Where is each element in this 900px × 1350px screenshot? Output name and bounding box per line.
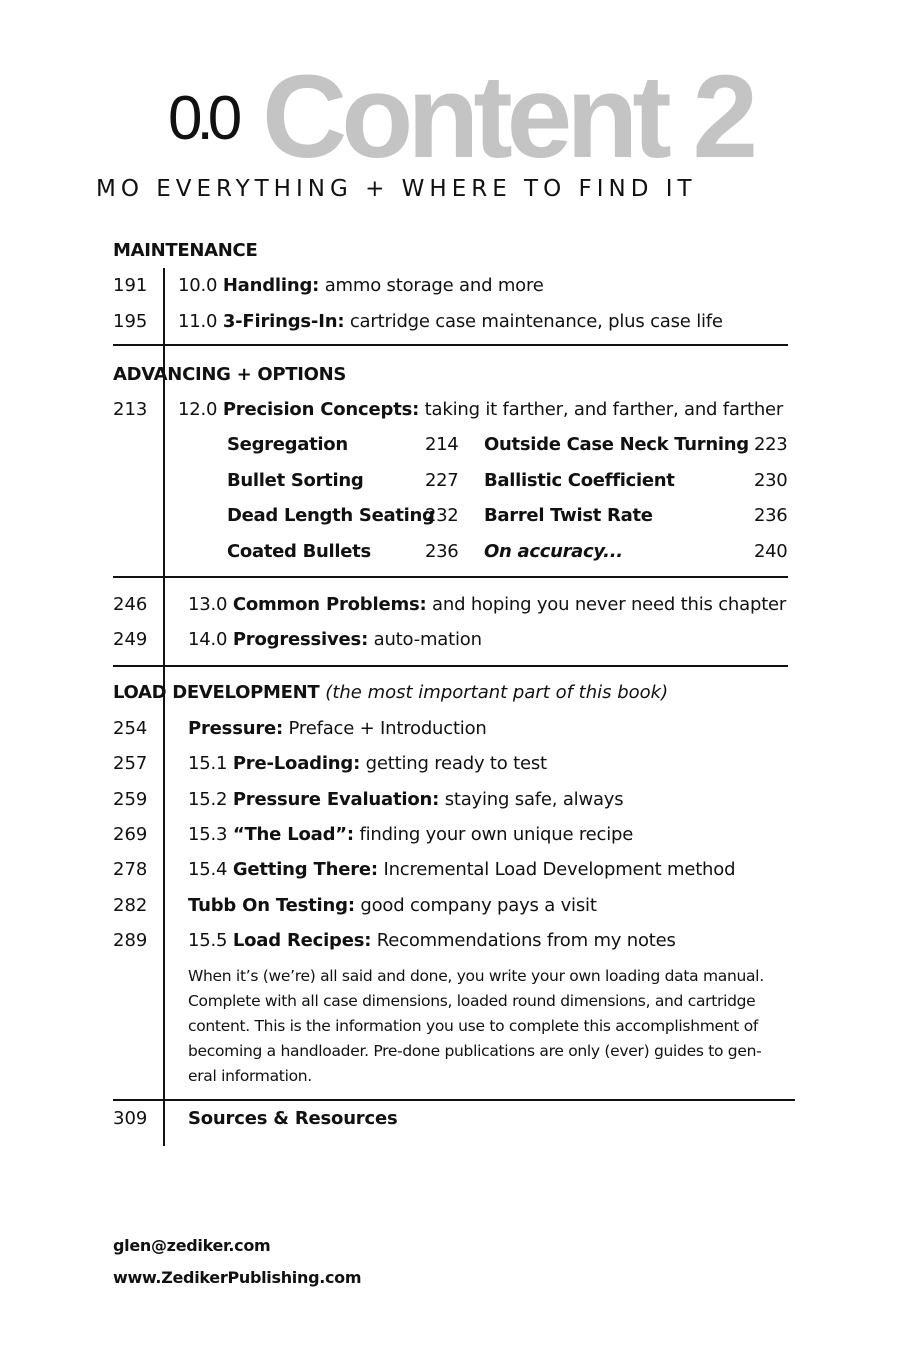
subtopic-page: 223 [754, 434, 788, 455]
toc-entry-title: Pressure: [188, 718, 284, 739]
toc-page-number: 289 [113, 930, 148, 951]
paragraph-line: Complete with all case dimensions, loaded round dimensions, and cartridge [188, 992, 756, 1010]
toc-entry-description: auto-mation [373, 629, 482, 650]
toc-entry-title: “The Load”: [232, 824, 354, 845]
toc-entry-description: taking it farther, and farther, and farther [424, 399, 784, 420]
toc-entry-description: Preface + Introduction [288, 718, 487, 739]
section-heading-maintenance: MAINTENANCE [113, 240, 258, 261]
toc-entry-description: good company pays a visit [360, 895, 597, 916]
toc-entry-sources [188, 1108, 397, 1130]
subtopic-label: Bullet Sorting [227, 470, 364, 491]
paragraph-line: When it’s (we’re) all said and done, you write your own loading data manual. [188, 967, 764, 985]
paragraph-line: becoming a handloader. Pre-done publications are only (ever) guides to gen- [188, 1042, 762, 1060]
toc-entry [188, 824, 633, 846]
toc-entry-number: 13.0 [188, 594, 228, 615]
toc-entry-number: 10.0 [178, 275, 218, 296]
toc-entry-number: 15.3 [188, 824, 228, 845]
toc-divider-vertical [163, 268, 165, 1146]
toc-entry-number: 15.4 [188, 859, 228, 880]
toc-entry-title: Getting There: [232, 859, 378, 880]
toc-entry [188, 718, 487, 740]
subtopic-page: 240 [754, 541, 788, 562]
subtopic-page: 227 [425, 470, 459, 491]
paragraph-line: content. This is the information you use to complete this accomplishment of [188, 1017, 759, 1035]
subtopic-page: 236 [425, 541, 459, 562]
subtopic-page: 230 [754, 470, 788, 491]
toc-entry [178, 311, 723, 333]
paragraph-line: eral information. [188, 1067, 312, 1085]
toc-entry-title: Pre-Loading: [232, 753, 361, 774]
toc-page-number: 191 [113, 275, 148, 296]
toc-entry-title: Progressives: [232, 629, 369, 650]
subtopic-page: 236 [754, 505, 788, 526]
toc-page-number: 195 [113, 311, 148, 332]
subtopic-label: On accuracy... [484, 541, 623, 562]
toc-entry-title: Tubb On Testing: [188, 895, 355, 916]
toc-entry-title: Pressure Evaluation: [232, 789, 440, 810]
section-rule [113, 576, 788, 578]
toc-entry [188, 629, 482, 651]
toc-entry-title: Load Recipes: [232, 930, 372, 951]
toc-entry-number: 11.0 [178, 311, 218, 332]
toc-entry-number: 15.2 [188, 789, 228, 810]
toc-entry [188, 859, 735, 881]
toc-entry [178, 399, 783, 421]
toc-entry [188, 594, 786, 616]
toc-entry-description: cartridge case maintenance, plus case life [349, 311, 723, 332]
toc-page-number: 249 [113, 629, 148, 650]
toc-entry-title: 3-Firings-In: [222, 311, 345, 332]
toc-entry-title: Sources & Resources [188, 1108, 398, 1129]
contact-email[interactable]: glen@zediker.com [113, 1236, 271, 1255]
subtopic-page: 232 [425, 505, 459, 526]
toc-entry-description: staying safe, always [444, 789, 624, 810]
toc-entry [188, 753, 547, 775]
subtopic-label: Ballistic Coefficient [484, 470, 675, 491]
subtopic-label: Dead Length Seating [227, 505, 435, 526]
toc-page-number: 259 [113, 789, 148, 810]
toc-entry-title: Common Problems: [232, 594, 427, 615]
toc-entry-description: finding your own unique recipe [359, 824, 634, 845]
subtopic-label: Barrel Twist Rate [484, 505, 653, 526]
subtopic-label: Outside Case Neck Turning [484, 434, 749, 455]
toc-page-number: 309 [113, 1108, 148, 1129]
toc-entry-title: Handling: [222, 275, 320, 296]
toc-page-number: 282 [113, 895, 148, 916]
toc-page-number: 254 [113, 718, 148, 739]
toc-page-number: 246 [113, 594, 148, 615]
toc-entry [188, 789, 623, 811]
toc-entry [178, 275, 544, 297]
toc-entry-description: getting ready to test [365, 753, 547, 774]
toc-page-number: 278 [113, 859, 148, 880]
section-heading-load-development [113, 682, 668, 704]
toc-page-number: 213 [113, 399, 148, 420]
subtopic-label: Coated Bullets [227, 541, 371, 562]
toc-entry-title: Precision Concepts: [222, 399, 420, 420]
section-heading-advancing: ADVANCING + OPTIONS [113, 364, 347, 385]
toc-entry-number: 12.0 [178, 399, 218, 420]
toc-entry-description: and hoping you never need this chapter [432, 594, 787, 615]
toc-entry-description: Recommendations from my notes [376, 930, 676, 951]
section-heading-label: LOAD DEVELOPMENT [113, 682, 320, 703]
page-title: Content 2 [262, 51, 753, 183]
chapter-number: 0.0 [168, 84, 237, 153]
toc-entry-description: Incremental Load Development method [383, 859, 736, 880]
section-rule [113, 344, 788, 346]
section-heading-note: (the most important part of this book) [325, 682, 669, 703]
page-subtitle: MO EVERYTHING + WHERE TO FIND IT [96, 176, 697, 202]
toc-entry-description: ammo storage and more [324, 275, 544, 296]
toc-entry-number: 15.5 [188, 930, 228, 951]
toc-entry-number: 15.1 [188, 753, 228, 774]
load-recipes-paragraph [188, 964, 780, 1089]
toc-entry-number: 14.0 [188, 629, 228, 650]
subtopic-page: 214 [425, 434, 459, 455]
toc-page-number: 257 [113, 753, 148, 774]
subtopic-label: Segregation [227, 434, 348, 455]
contact-website[interactable]: www.ZedikerPublishing.com [113, 1268, 362, 1287]
section-rule [113, 665, 788, 667]
toc-page-number: 269 [113, 824, 148, 845]
section-rule [113, 1099, 795, 1101]
toc-entry [188, 895, 597, 917]
toc-entry [188, 930, 676, 952]
